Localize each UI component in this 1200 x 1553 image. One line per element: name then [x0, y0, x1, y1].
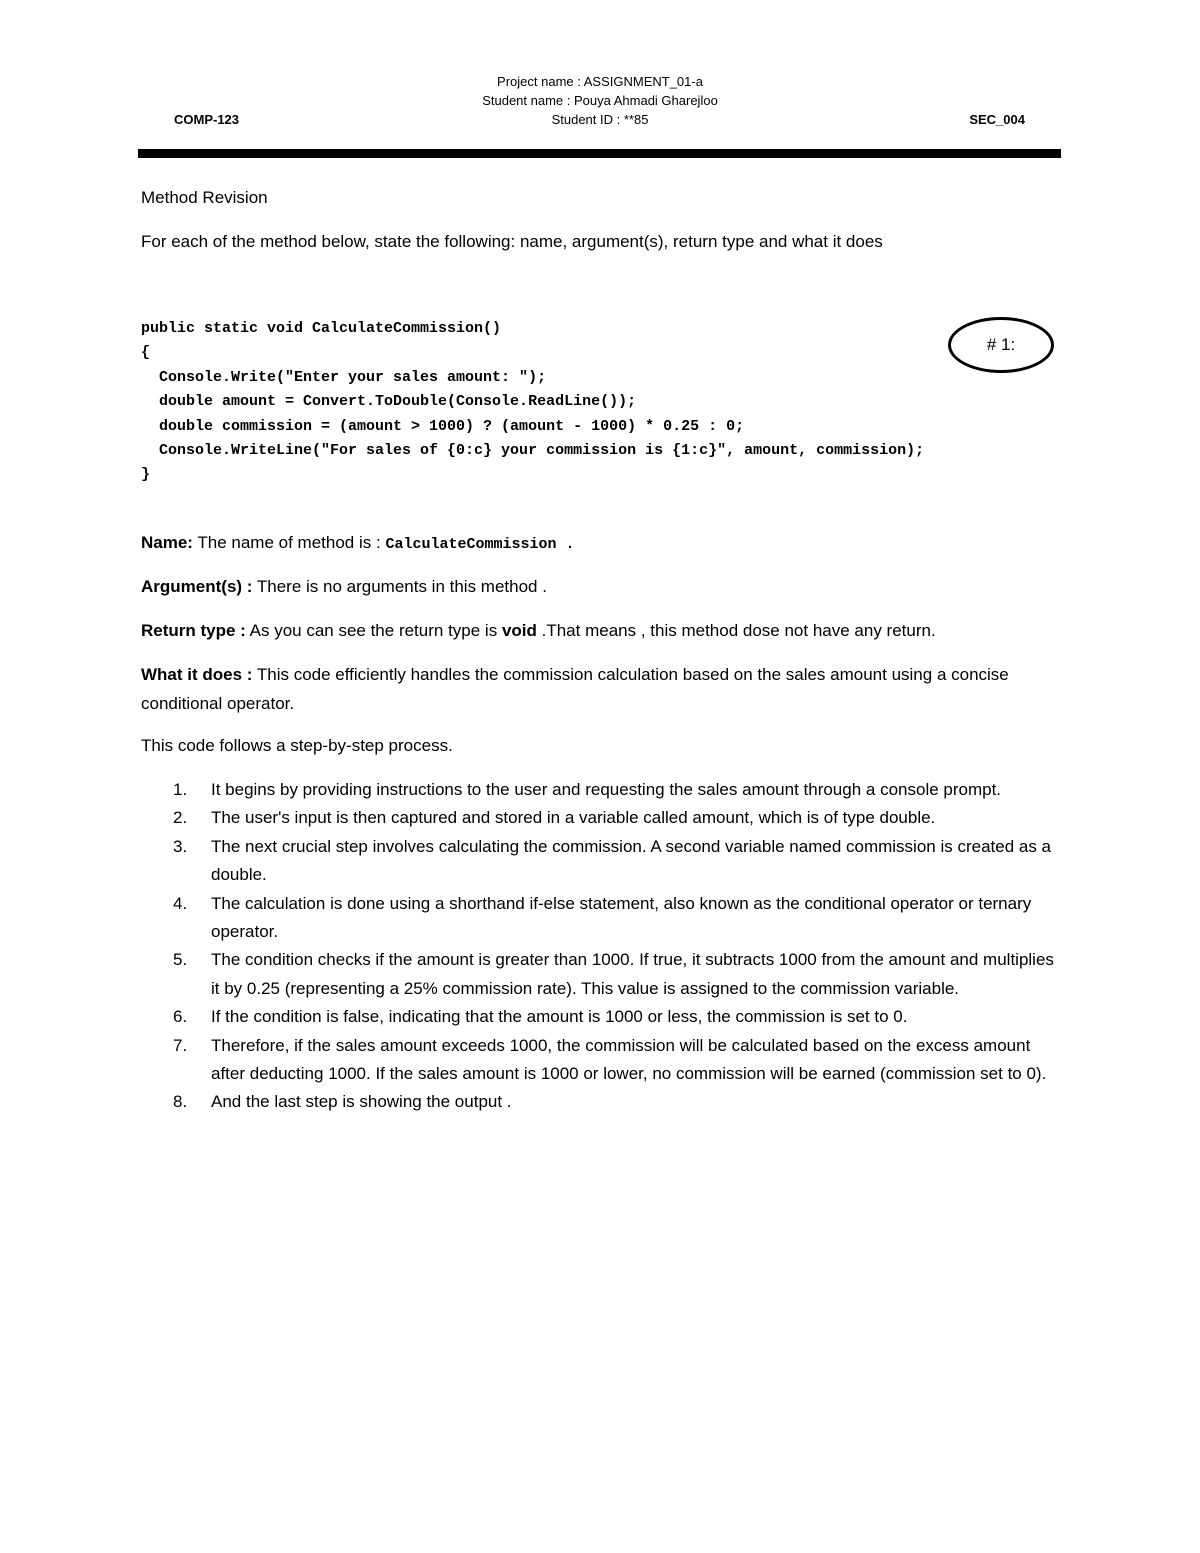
- return-type-label: Return type :: [141, 621, 246, 640]
- student-id: Student ID : **85: [551, 112, 649, 127]
- step-text: The condition checks if the amount is greater than 1000. If true, it subtracts 1000 from the amount and multiplies it by 0.25 (representing a 25% commission rate). This value is assigned to the commission variable.: [211, 950, 1054, 998]
- step-number: 5.: [173, 950, 188, 970]
- arguments-label: Argument(s) :: [141, 577, 253, 596]
- name-label: Name:: [141, 533, 193, 552]
- step-number: 6.: [173, 1007, 188, 1027]
- list-item: [141, 890, 1066, 947]
- student-name: Student name : Pouya Ahmadi Gharejloo: [482, 93, 718, 108]
- what-it-does-label: What it does :: [141, 665, 253, 684]
- list-item: [141, 1032, 1066, 1089]
- code-line: }: [141, 466, 151, 484]
- section-title: Method Revision: [141, 188, 268, 207]
- list-item: [141, 1003, 1066, 1031]
- instructions: For each of the method below, state the following: name, argument(s), return type and what it does: [141, 232, 883, 251]
- step-text: Therefore, if the sales amount exceeds 1000, the commission will be calculated based on the excess amount after deducting 1000. If the sales amount is 1000 or lower, no commission will be earned (commission set to 0).: [211, 1035, 1047, 1084]
- code-line: Console.WriteLine("For sales of {0:c} your commission is {1:c}", amount, commission);: [141, 441, 925, 459]
- question-number-label: # 1:: [986, 335, 1016, 354]
- step-number: 7.: [173, 1035, 188, 1055]
- code-line: double commission = (amount > 1000) ? (amount - 1000) * 0.25 : 0;: [141, 417, 745, 435]
- step-text: If the condition is false, indicating that the amount is 1000 or less, the commission is set to 0.: [211, 1007, 908, 1027]
- process-intro: This code follows a step-by-step process.: [141, 736, 453, 755]
- project-name: Project name : ASSIGNMENT_01-a: [497, 74, 703, 89]
- list-item: [141, 946, 1066, 1003]
- list-item: [141, 833, 1066, 890]
- code-line: public static void CalculateCommission(): [141, 320, 502, 337]
- step-text: The next crucial step involves calculating the commission. A second variable named commission is created as a double.: [211, 836, 1052, 885]
- return-type-field: [141, 616, 1066, 645]
- step-number: 1.: [173, 780, 188, 799]
- section-code: SEC_004: [969, 112, 1025, 127]
- arguments-field: [141, 572, 1066, 601]
- course-code: COMP-123: [174, 112, 240, 127]
- question-number-badge: [948, 317, 1054, 373]
- step-number: 4.: [173, 893, 188, 913]
- return-type-void: void: [501, 621, 537, 640]
- step-number: 3.: [173, 836, 188, 856]
- what-it-does-field: [141, 660, 1066, 718]
- step-text: The user's input is then captured and stored in a variable called amount, which is of type double.: [211, 808, 936, 828]
- step-text: It begins by providing instructions to the user and requesting the sales amount through a console prompt.: [211, 780, 1002, 799]
- list-item: [141, 776, 1066, 804]
- step-text: The calculation is done using a shorthand if-else statement, also known as the conditional operator or ternary operator.: [211, 893, 1032, 942]
- step-number: 8.: [173, 1092, 188, 1112]
- name-code: CalculateCommission .: [385, 536, 575, 553]
- header-divider: [138, 149, 1061, 158]
- list-item: [141, 1088, 1066, 1116]
- what-it-does-text: This code efficiently handles the commission calculation based on the sales amount using a concise conditional operator.: [141, 665, 1009, 713]
- code-line: double amount = Convert.ToDouble(Console.ReadLine());: [141, 393, 637, 411]
- name-field: [141, 528, 1066, 559]
- list-item: [141, 804, 1066, 832]
- return-type-text: As you can see the return type is: [245, 621, 502, 640]
- return-type-tail: .That means , this method dose not have any return.: [536, 621, 936, 640]
- arguments-text: There is no arguments in this method .: [252, 577, 547, 596]
- code-line: Console.Write("Enter your sales amount: ");: [141, 368, 547, 386]
- code-block: [141, 317, 924, 488]
- code-line: {: [141, 344, 151, 362]
- step-number: 2.: [173, 808, 188, 828]
- name-text: The name of method is :: [192, 533, 386, 552]
- step-text: And the last step is showing the output .: [211, 1092, 512, 1112]
- steps-list: [141, 776, 1066, 1117]
